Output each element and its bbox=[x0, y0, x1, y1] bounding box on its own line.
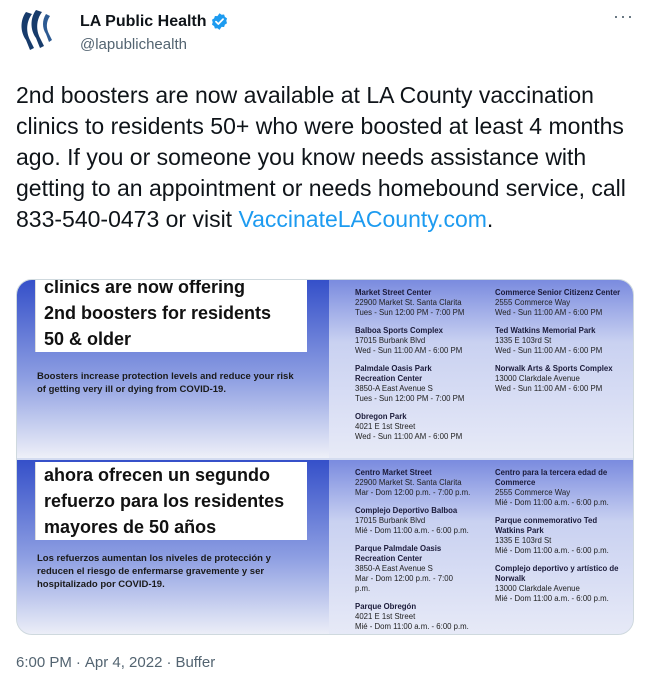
location-hours: Tues - Sun 12:00 PM - 7:00 PM bbox=[355, 394, 465, 403]
english-headline bbox=[35, 280, 307, 352]
location-name: Centro Market Street bbox=[355, 468, 432, 477]
location-item bbox=[355, 288, 495, 318]
location-name: Centro para la tercera edad de Commerce bbox=[495, 468, 608, 487]
location-hours: Wed - Sun 11:00 AM - 6:00 PM bbox=[495, 308, 603, 317]
location-address: 22900 Market St. Santa Clarita bbox=[355, 298, 462, 307]
location-name: Parque Obregón bbox=[355, 602, 417, 611]
english-locations-col2 bbox=[495, 288, 634, 402]
location-hours: Mar - Dom 12:00 p.m. - 7:00 p.m. bbox=[355, 488, 471, 497]
location-item bbox=[495, 564, 620, 604]
location-hours: Mié - Dom 11:00 a.m. - 6:00 p.m. bbox=[495, 498, 609, 507]
la-public-health-logo-icon bbox=[16, 6, 64, 54]
location-item bbox=[355, 412, 495, 442]
more-options-icon[interactable]: ··· bbox=[613, 6, 634, 26]
location-name: Palmdale Oasis Park Recreation Center bbox=[355, 364, 432, 383]
english-flyer-left bbox=[17, 280, 329, 458]
location-hours: Mié - Dom 11:00 a.m. - 6:00 p.m. bbox=[355, 526, 469, 535]
english-blurb: Boosters increase protection levels and reduce your risk of getting very ill or dying from COVID-19. bbox=[37, 371, 294, 395]
spanish-flyer bbox=[17, 460, 634, 635]
location-item bbox=[355, 544, 465, 594]
english-headline-line: 50 & older bbox=[36, 326, 139, 352]
location-address: 17015 Burbank Blvd bbox=[355, 336, 426, 345]
location-name: Obregon Park bbox=[355, 412, 407, 421]
spanish-locations-col2 bbox=[495, 468, 620, 612]
location-address: 2555 Commerce Way bbox=[495, 488, 571, 497]
location-name: Complejo Deportivo Balboa bbox=[355, 506, 458, 515]
tweet-media-image[interactable] bbox=[16, 279, 634, 635]
display-name[interactable]: LA Public Health bbox=[80, 12, 207, 30]
avatar[interactable] bbox=[16, 6, 64, 54]
location-hours: Mié - Dom 11:00 a.m. - 6:00 p.m. bbox=[355, 622, 469, 631]
location-item bbox=[495, 516, 620, 556]
tweet-metadata bbox=[16, 654, 219, 671]
tweet-source[interactable]: Buffer bbox=[175, 654, 216, 671]
location-address: 13000 Clarkdale Avenue bbox=[495, 374, 580, 383]
location-hours: Wed - Sun 11:00 AM - 6:00 PM bbox=[495, 346, 603, 355]
spanish-locations-col1 bbox=[355, 468, 495, 635]
tweet-header bbox=[16, 6, 634, 58]
english-headline-line: 2nd boosters for residents bbox=[36, 300, 279, 326]
spanish-headline-line: refuerzo para los residentes bbox=[36, 488, 292, 514]
location-address: 4021 E 1st Street bbox=[355, 612, 416, 621]
location-address: 4021 E 1st Street bbox=[355, 422, 416, 431]
meta-separator: · bbox=[75, 654, 81, 671]
tweet-body: 2nd boosters are now available at LA County vaccination clinics to residents 50+ who were boosted at least 4 months ago. If you or someone you know needs assistance with getting to an appointment or needs homebound service, call 833-540-0473 or visit bbox=[16, 82, 626, 232]
location-item bbox=[355, 506, 495, 536]
spanish-flyer-right bbox=[329, 460, 634, 635]
location-item bbox=[355, 364, 465, 404]
location-item bbox=[495, 288, 634, 318]
location-hours: Wed - Sun 11:00 AM - 6:00 PM bbox=[355, 432, 463, 441]
spanish-headline-line: ahora ofrecen un segundo bbox=[36, 462, 278, 488]
location-name: Balboa Sports Complex bbox=[355, 326, 443, 335]
location-hours: Mié - Dom 11:00 a.m. - 6:00 p.m. bbox=[495, 594, 609, 603]
location-name: Ted Watkins Memorial Park bbox=[495, 326, 596, 335]
english-flyer bbox=[17, 280, 634, 458]
vaccinate-la-county-link[interactable]: VaccinateLACounty.com bbox=[238, 206, 487, 232]
location-address: 3850-A East Avenue S bbox=[355, 564, 433, 573]
location-item bbox=[355, 326, 495, 356]
location-item bbox=[495, 468, 620, 508]
verified-badge-icon bbox=[210, 12, 229, 31]
location-name: Parque Palmdale Oasis Recreation Center bbox=[355, 544, 442, 563]
location-address: 17015 Burbank Blvd bbox=[355, 516, 426, 525]
location-name: Commerce Senior Citizenz Center bbox=[495, 288, 621, 297]
handle[interactable]: @lapublichealth bbox=[80, 36, 187, 53]
location-address: 22900 Market St. Santa Clarita bbox=[355, 478, 462, 487]
location-name: Complejo deportivo y artístico de Norwalk bbox=[495, 564, 619, 583]
location-address: 3850-A East Avenue S bbox=[355, 384, 433, 393]
spanish-headline bbox=[35, 462, 307, 540]
spanish-blurb: Los refuerzos aumentan los niveles de protección y reducen el riesgo de enfermarse gravemente y ser hospitalizado por COVID-19. bbox=[37, 553, 271, 590]
location-name: Norwalk Arts & Sports Complex bbox=[495, 364, 613, 373]
english-headline-line: clinics are now offering bbox=[36, 280, 253, 300]
location-address: 2555 Commerce Way bbox=[495, 298, 571, 307]
spanish-flyer-left bbox=[17, 460, 329, 635]
location-name: Parque conmemorativo Ted Watkins Park bbox=[495, 516, 598, 535]
location-hours: Wed - Sun 11:00 AM - 6:00 PM bbox=[355, 346, 463, 355]
english-locations-col1 bbox=[355, 288, 495, 450]
meta-separator: · bbox=[166, 654, 172, 671]
english-flyer-right bbox=[329, 280, 634, 458]
location-address: 1335 E 103rd St bbox=[495, 336, 552, 345]
tweet-text bbox=[16, 80, 636, 235]
location-hours: Tues - Sun 12:00 PM - 7:00 PM bbox=[355, 308, 465, 317]
name-row bbox=[80, 12, 229, 31]
location-address: 13000 Clarkdale Avenue bbox=[495, 584, 580, 593]
location-item bbox=[355, 468, 495, 498]
tweet-time[interactable]: 6:00 PM bbox=[16, 654, 72, 671]
location-name: Market Street Center bbox=[355, 288, 432, 297]
location-hours: Mar - Dom 12:00 p.m. - 7:00 p.m. bbox=[355, 574, 453, 593]
spanish-headline-line: mayores de 50 años bbox=[36, 514, 224, 540]
tweet-date[interactable]: Apr 4, 2022 bbox=[84, 654, 163, 671]
location-item bbox=[495, 364, 634, 394]
tweet-trailing: . bbox=[486, 206, 494, 232]
location-hours: Mié - Dom 11:00 a.m. - 6:00 p.m. bbox=[495, 546, 609, 555]
location-item bbox=[495, 326, 634, 356]
location-address: 1335 E 103rd St bbox=[495, 536, 552, 545]
location-item bbox=[355, 602, 495, 632]
location-hours: Wed - Sun 11:00 AM - 6:00 PM bbox=[495, 384, 603, 393]
